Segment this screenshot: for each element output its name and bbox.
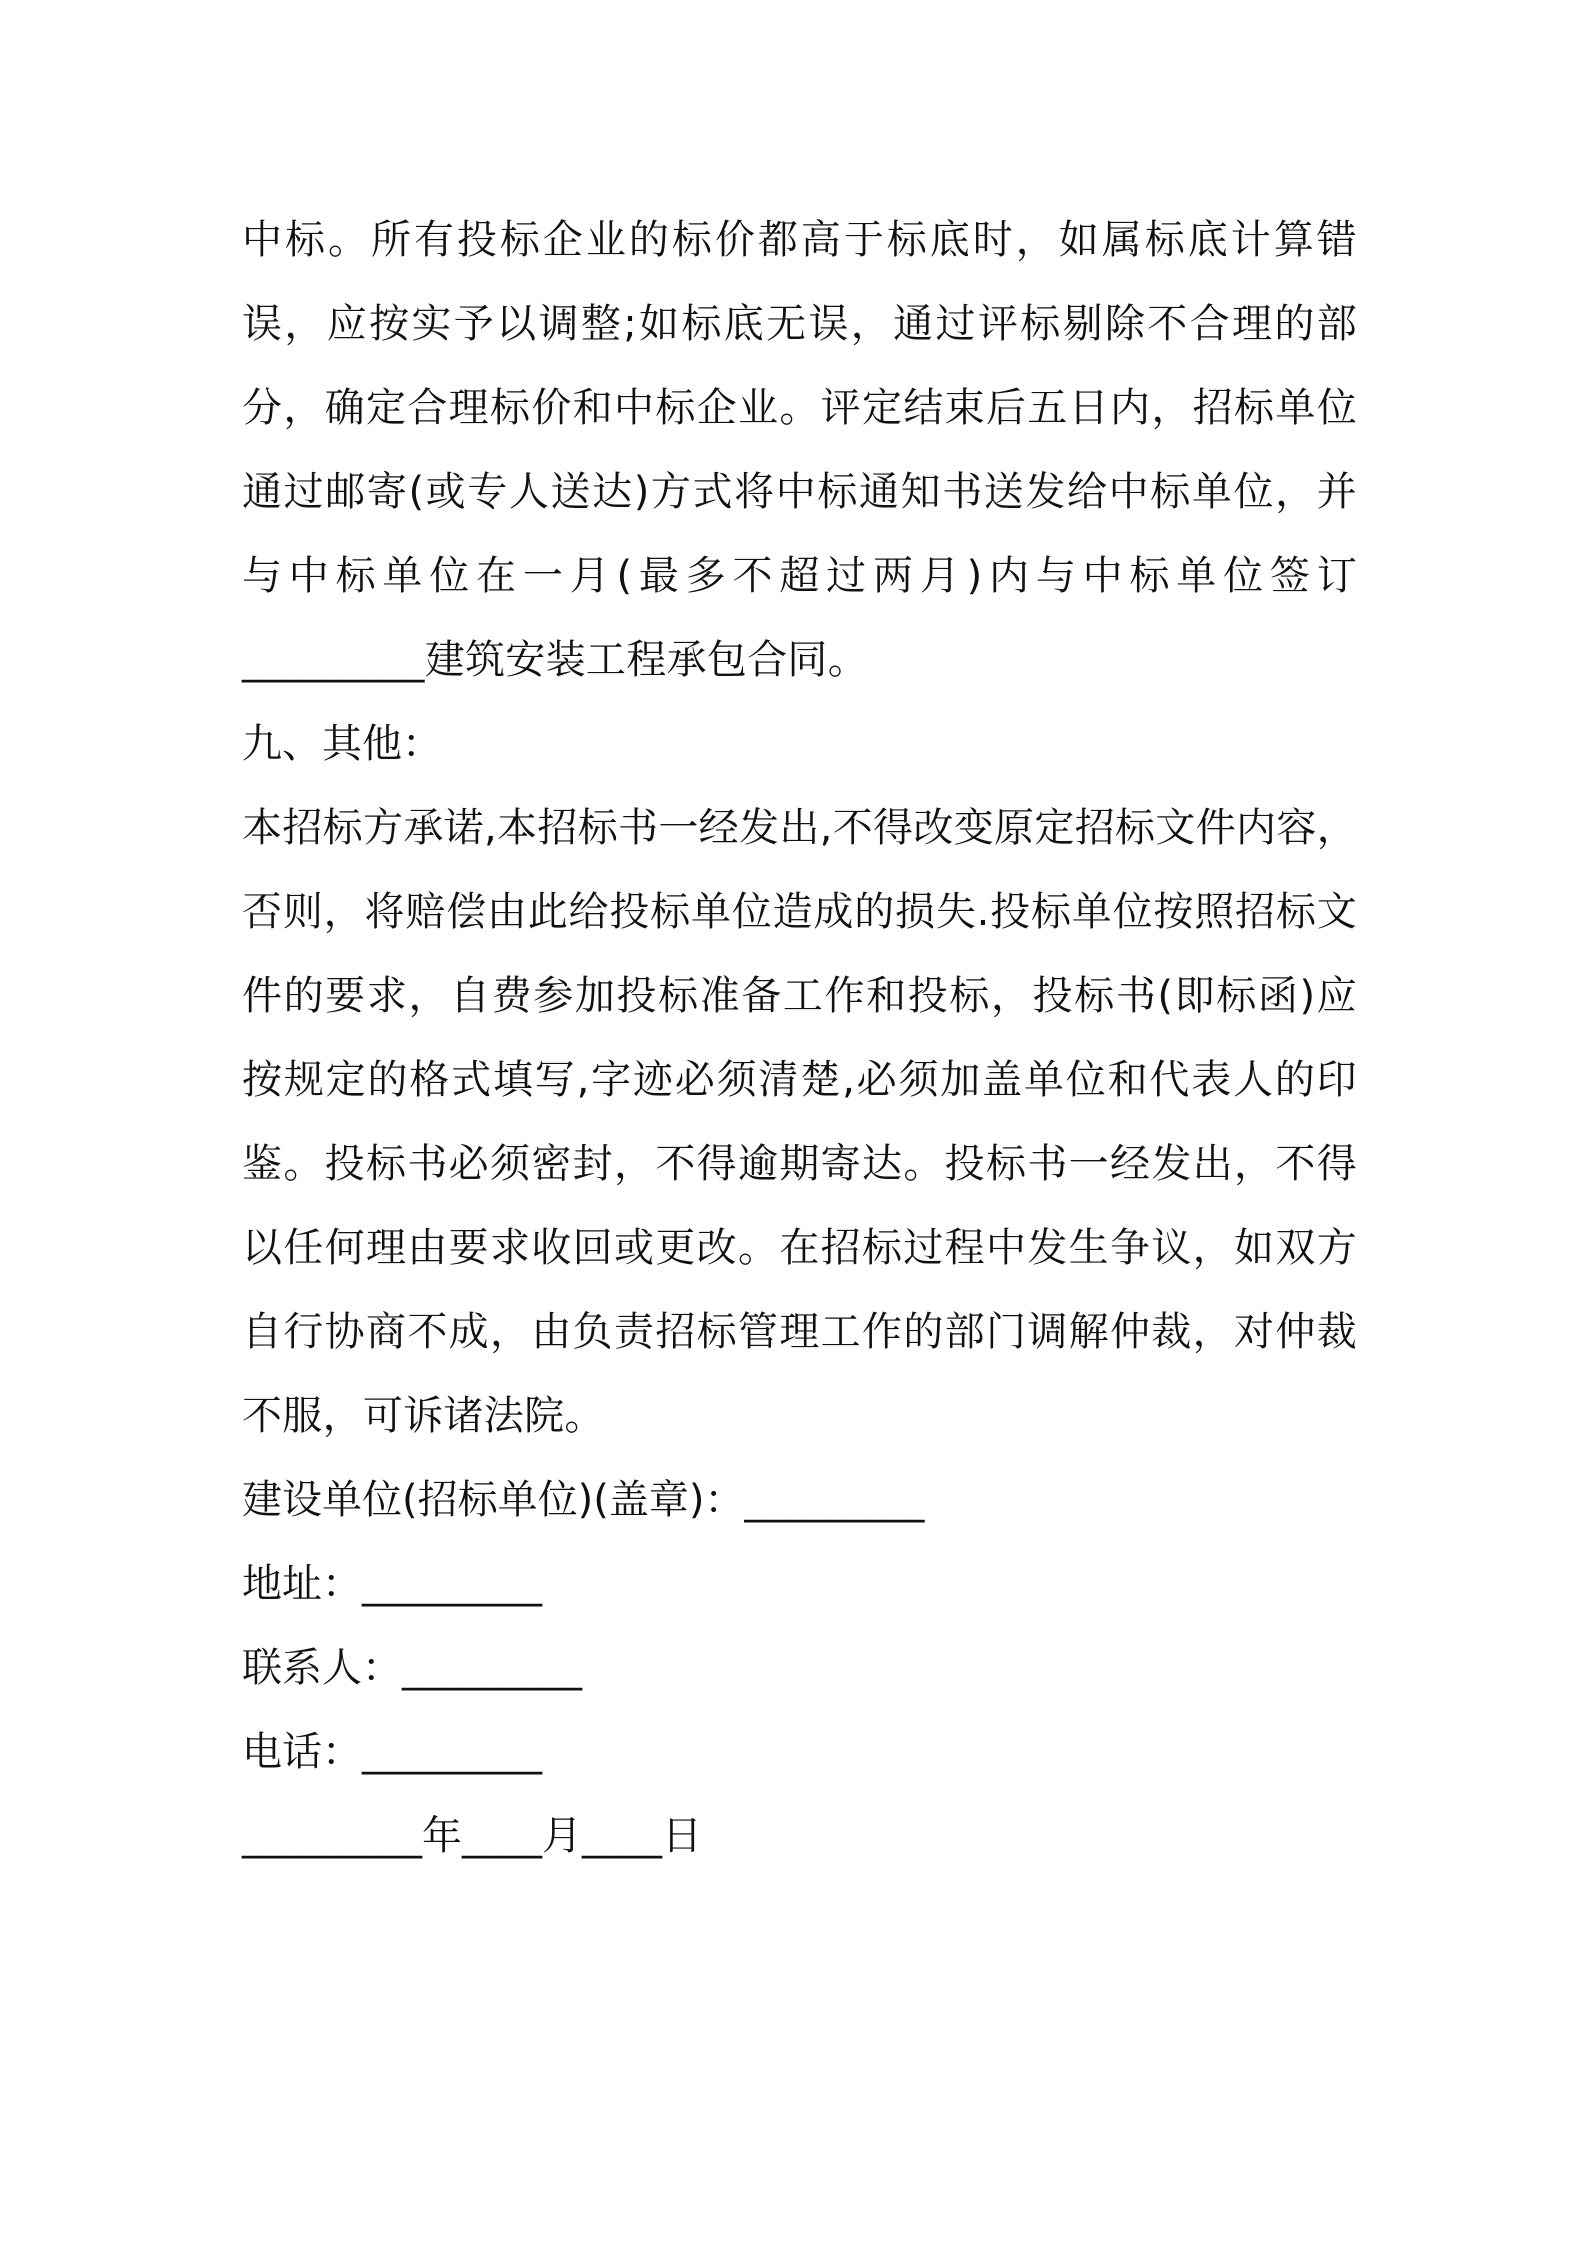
section-heading-other: 九、其他： [242, 721, 442, 767]
paragraph-award: 中标。所有投标企业的标价都高于标底时，如属标底计算错误，应按实予以调整;如标底无误，通过评标剔除不合理的部分，确定合理标价和中标企业。评定结束后五日内，招标单位通过邮寄(或专人送达)方式将中标通知书送发给中标单位，并与中标单位在一月(最多不超过两月)内与中标单位签订_________建筑安装工程承包合同。 [242, 217, 1357, 683]
paragraph-other: 本招标方承诺,本招标书一经发出,不得改变原定招标文件内容，否则，将赔偿由此给投标单位造成的损失.投标单位按照招标文件的要求，自费参加投标准备工作和投标，投标书(即标函)应按规定的格式填写,字迹必须清楚,必须加盖单位和代表人的印鉴。投标书必须密封，不得逾期寄达。投标书一经发出，不得以任何理由要求收回或更改。在招标过程中发生争议，如双方自行协商不成，由负责招标管理工作的部门调解仲裁，对仲裁不服，可诉诸法院。 [242, 805, 1357, 1439]
document-body [242, 198, 1357, 1878]
signature-contact: 联系人：_________ [242, 1645, 582, 1691]
signature-unit: 建设单位(招标单位)(盖章)：_________ [242, 1477, 925, 1523]
signature-date: _________年____月____日 [242, 1813, 702, 1859]
signature-phone: 电话：_________ [242, 1729, 542, 1775]
signature-address: 地址：_________ [242, 1561, 542, 1607]
